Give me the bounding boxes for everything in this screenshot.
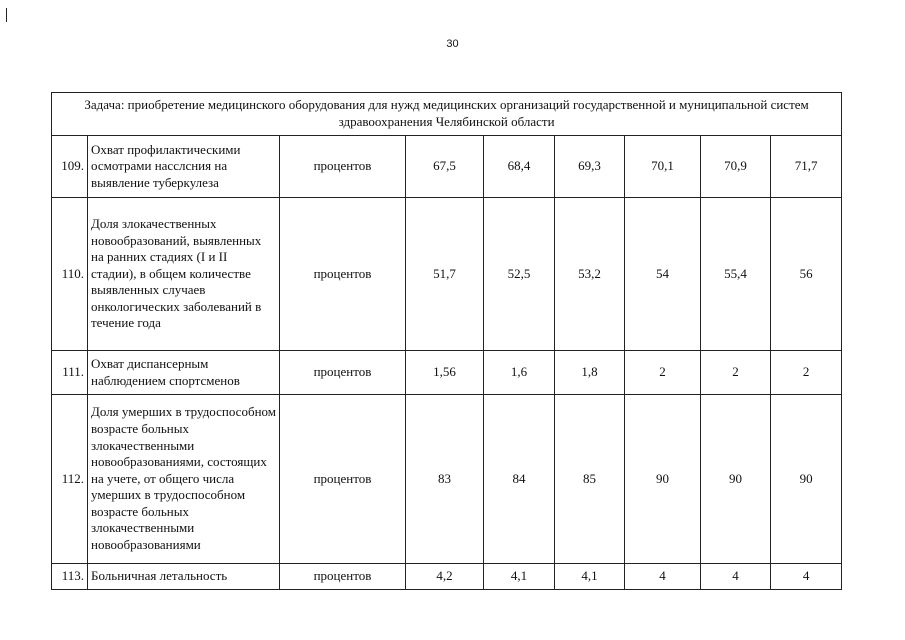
value-cell: 69,3: [555, 136, 625, 198]
row-number: 113.: [52, 564, 88, 590]
value-cell: 84: [484, 395, 555, 564]
value-cell: 52,5: [484, 198, 555, 351]
unit: процентов: [280, 564, 406, 590]
value-cell: 4: [771, 564, 842, 590]
page-number: 30: [446, 38, 459, 50]
value-cell: 71,7: [771, 136, 842, 198]
unit: процентов: [280, 198, 406, 351]
value-cell: 1,56: [406, 351, 484, 395]
value-cell: 55,4: [701, 198, 771, 351]
unit: процентов: [280, 395, 406, 564]
value-cell: 4,1: [484, 564, 555, 590]
indicator-name: Доля злокачественных новообразований, выявленных на ранних стадиях (I и II стадии), в общем количестве выявленных случаев онкологических заболеваний в течение года: [88, 198, 280, 351]
table-row: [52, 136, 842, 198]
row-number: 109.: [52, 136, 88, 198]
table-row: [52, 395, 842, 564]
value-cell: 56: [771, 198, 842, 351]
value-cell: 83: [406, 395, 484, 564]
task-row: [52, 93, 842, 136]
value-cell: 4,1: [555, 564, 625, 590]
unit: процентов: [280, 351, 406, 395]
value-cell: 90: [771, 395, 842, 564]
value-cell: 70,1: [625, 136, 701, 198]
value-cell: 4: [625, 564, 701, 590]
indicator-name: Охват профилактическими осмотрами насслсния на выявление туберкулеза: [88, 136, 280, 198]
table-row: [52, 351, 842, 395]
value-cell: 1,8: [555, 351, 625, 395]
value-cell: 4,2: [406, 564, 484, 590]
value-cell: 90: [701, 395, 771, 564]
unit: процентов: [280, 136, 406, 198]
table-row: [52, 198, 842, 351]
value-cell: 90: [625, 395, 701, 564]
row-number: 112.: [52, 395, 88, 564]
value-cell: 85: [555, 395, 625, 564]
edge-mark: [6, 8, 7, 22]
value-cell: 2: [771, 351, 842, 395]
row-number: 111.: [52, 351, 88, 395]
row-number: 110.: [52, 198, 88, 351]
value-cell: 2: [625, 351, 701, 395]
value-cell: 1,6: [484, 351, 555, 395]
indicator-name: Больничная летальность: [88, 564, 280, 590]
value-cell: 67,5: [406, 136, 484, 198]
value-cell: 53,2: [555, 198, 625, 351]
indicator-table: [51, 92, 842, 590]
value-cell: 4: [701, 564, 771, 590]
value-cell: 68,4: [484, 136, 555, 198]
table-row: [52, 564, 842, 590]
value-cell: 51,7: [406, 198, 484, 351]
indicator-name: Доля умерших в трудоспособном возрасте больных злокачественными новообразованиями, состоящих на учете, от общего числа умерших в трудоспособном возрасте больных злокачественными новообразованиями: [88, 395, 280, 564]
value-cell: 2: [701, 351, 771, 395]
value-cell: 54: [625, 198, 701, 351]
value-cell: 70,9: [701, 136, 771, 198]
task-title: Задача: приобретение медицинского оборудования для нужд медицинских организаций государственной и муниципальной систем здравоохранения Челябинской области: [52, 93, 842, 136]
indicator-name: Охват диспансерным наблюдением спортсменов: [88, 351, 280, 395]
